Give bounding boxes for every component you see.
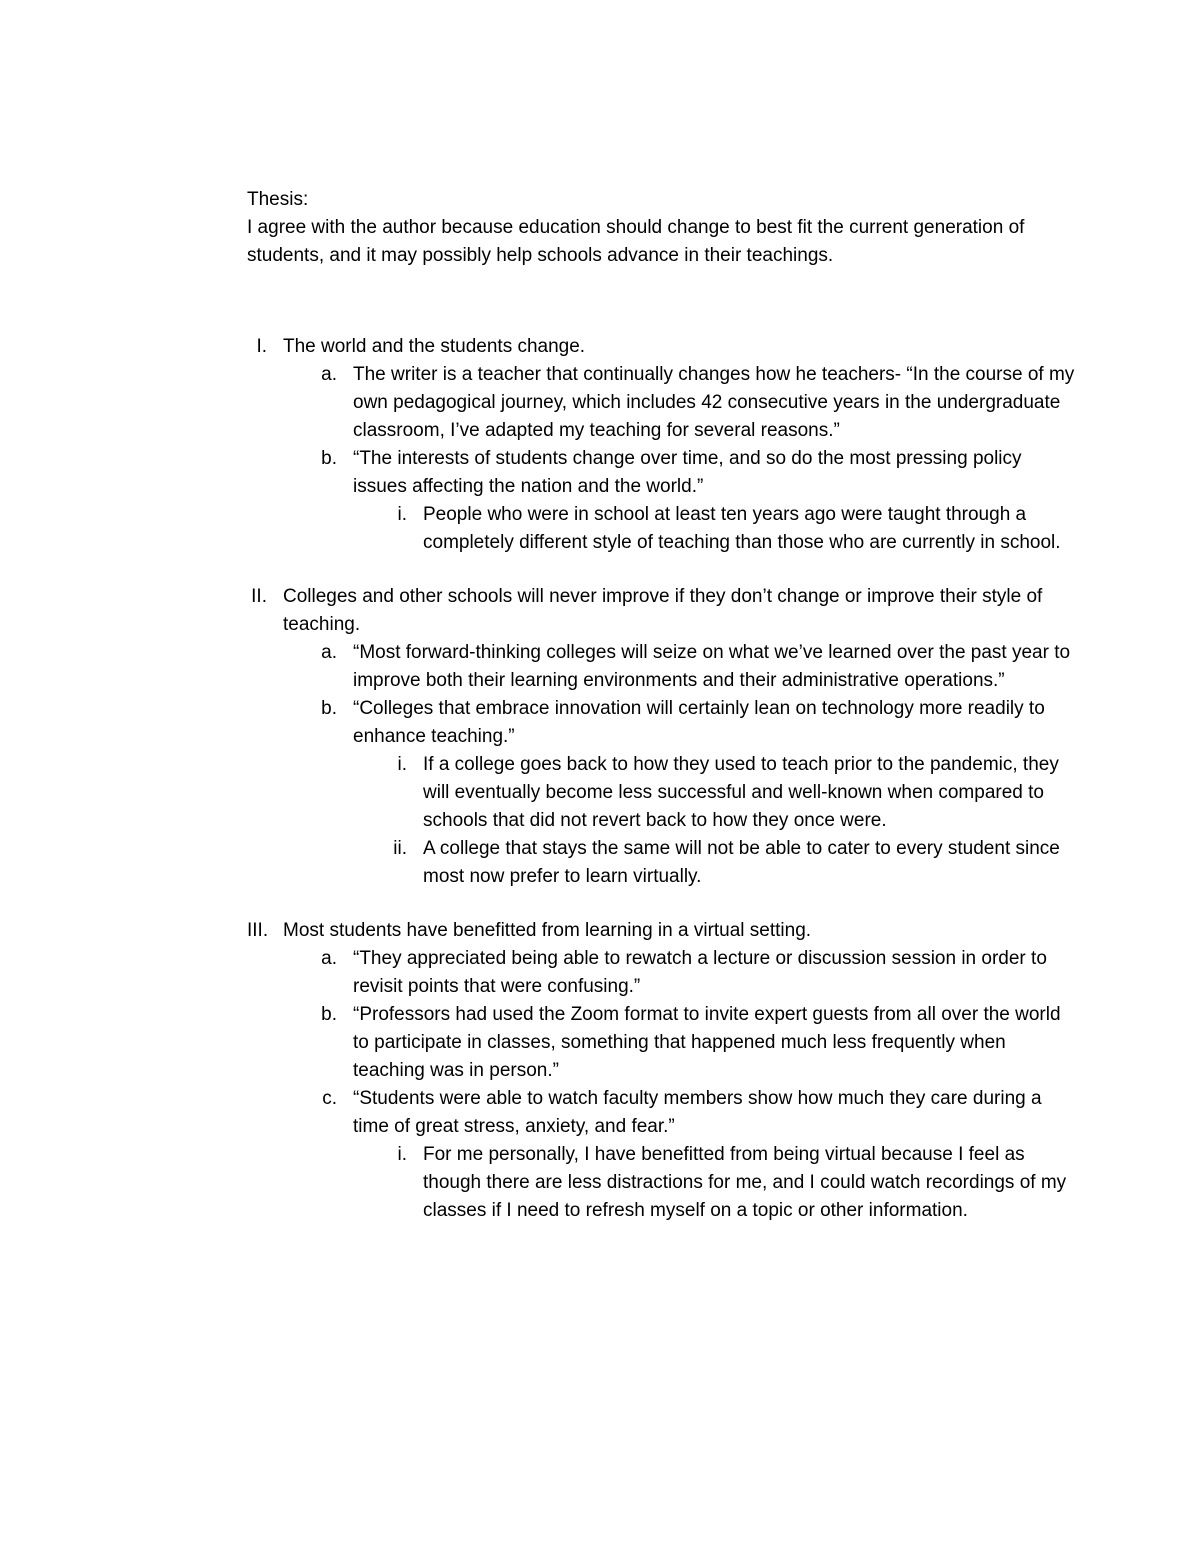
subpoint xyxy=(317,1001,1077,1085)
letter-marker: a. xyxy=(321,948,337,969)
roman-numeral-marker: II. xyxy=(251,586,267,607)
lower-roman-marker: i. xyxy=(397,504,407,525)
subpoint xyxy=(317,361,1077,445)
subpoint-text: “The interests of students change over time, and so do the most pressing policy issues affecting the nation and the world.” xyxy=(353,448,1022,497)
subpoint xyxy=(317,945,1077,1001)
main-point xyxy=(247,333,1077,361)
detail-text: People who were in school at least ten years ago were taught through a completely different style of teaching than those who are currently in school. xyxy=(423,504,1061,553)
subpoint-text: “Professors had used the Zoom format to invite expert guests from all over the world to participate in classes, something that happened much less frequently when teaching was in person.” xyxy=(353,1004,1061,1081)
subpoint-text: “They appreciated being able to rewatch a lecture or discussion session in order to revisit points that were confusing.” xyxy=(353,948,1047,997)
roman-numeral-marker: I. xyxy=(256,336,267,357)
detail-text: If a college goes back to how they used to teach prior to the pandemic, they will eventually become less successful and well-known when compared to schools that did not revert back to how they once were. xyxy=(423,754,1059,831)
outline xyxy=(247,333,1077,1225)
main-point xyxy=(247,583,1077,639)
subpoint-text: “Students were able to watch faculty members show how much they care during a time of great stress, anxiety, and fear.” xyxy=(353,1088,1042,1137)
lower-roman-marker: i. xyxy=(397,1144,407,1165)
detail-point xyxy=(387,501,1077,557)
subpoint xyxy=(317,639,1077,695)
main-point-text: Colleges and other schools will never improve if they don’t change or improve their style of teaching. xyxy=(283,586,1043,635)
letter-marker: a. xyxy=(321,364,337,385)
main-point-text: The world and the students change. xyxy=(283,336,586,357)
detail-point xyxy=(387,1141,1077,1225)
roman-numeral-marker: III. xyxy=(247,920,269,941)
letter-marker: b. xyxy=(321,448,337,469)
detail-text: A college that stays the same will not be able to cater to every student since most now prefer to learn virtually. xyxy=(423,838,1060,887)
main-point-text: Most students have benefitted from learning in a virtual setting. xyxy=(283,920,812,941)
detail-text: For me personally, I have benefitted from being virtual because I feel as though there are less distractions for me, and I could watch recordings of my classes if I need to refresh myself on a topic or other information. xyxy=(423,1144,1067,1221)
outline-section-2 xyxy=(247,583,1077,891)
detail-point xyxy=(387,835,1077,891)
subpoint-text: The writer is a teacher that continually changes how he teachers- “In the course of my own pedagogical journey, which includes 42 consecutive years in the undergraduate classroom, I’ve adapted my teaching for several reasons.” xyxy=(353,364,1075,441)
lower-roman-marker: ii. xyxy=(393,838,407,859)
subpoint-text: “Colleges that embrace innovation will certainly lean on technology more readily to enhance teaching.” xyxy=(353,698,1045,747)
document-page xyxy=(247,186,1077,1251)
thesis-statement: I agree with the author because education should change to best fit the current generation of students, and it may possibly help schools advance in their teachings. xyxy=(247,217,1025,266)
letter-marker: a. xyxy=(321,642,337,663)
thesis-label: Thesis: xyxy=(247,189,309,210)
main-point xyxy=(247,917,1077,945)
outline-section-1 xyxy=(247,333,1077,557)
detail-point xyxy=(387,751,1077,835)
lower-roman-marker: i. xyxy=(397,754,407,775)
outline-section-3 xyxy=(247,917,1077,1225)
subpoint xyxy=(317,445,1077,501)
letter-marker: b. xyxy=(321,698,337,719)
letter-marker: c. xyxy=(322,1088,337,1109)
subpoint-text: “Most forward-thinking colleges will seize on what we’ve learned over the past year to improve both their learning environments and their administrative operations.” xyxy=(353,642,1071,691)
subpoint xyxy=(317,1085,1077,1141)
subpoint xyxy=(317,695,1077,751)
letter-marker: b. xyxy=(321,1004,337,1025)
